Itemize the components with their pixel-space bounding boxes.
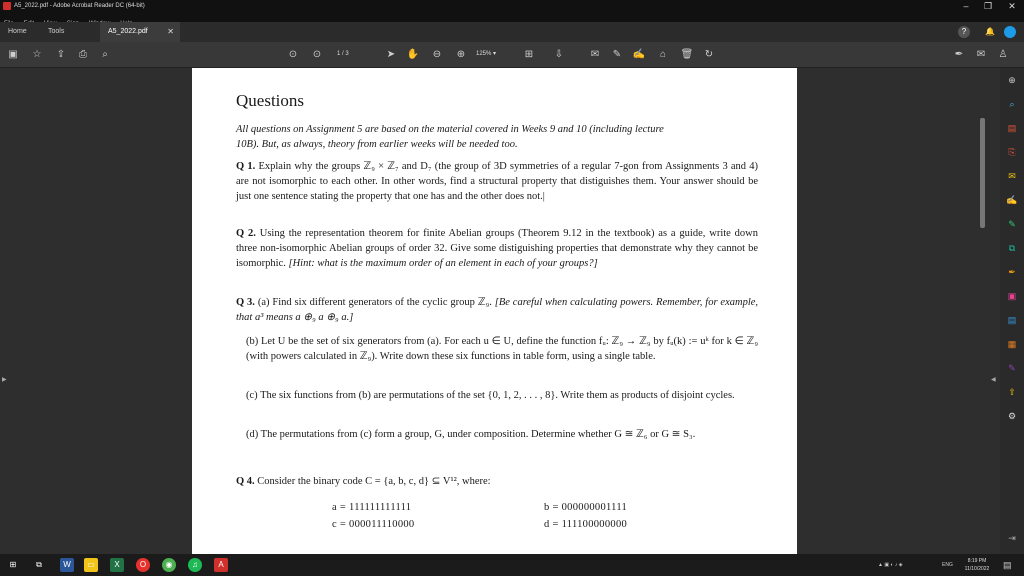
q4-text: Consider the binary code C = {a, b, c, d} ⊆ V¹², where: [257, 476, 491, 487]
q4-label: Q 4. [236, 476, 255, 487]
question-2 [236, 226, 758, 271]
more-tools-icon[interactable]: ⚙ [1007, 411, 1017, 421]
collapse-panel-icon[interactable]: ⇥ [1008, 533, 1016, 543]
prepare-form-icon[interactable]: ✎ [1008, 363, 1016, 373]
excel-app-icon[interactable]: X [110, 558, 124, 572]
chrome-browser-icon[interactable]: ◉ [162, 558, 176, 572]
codeword-d: d = 111100000000 [544, 519, 628, 530]
save-icon[interactable]: ▣ [8, 49, 18, 60]
zoom-value[interactable]: 125% [476, 51, 492, 57]
tab-home[interactable]: Home [8, 28, 27, 35]
sign-icon[interactable]: ✒ [954, 49, 964, 60]
page-current[interactable]: 1 [337, 51, 341, 57]
vertical-scrollbar[interactable] [980, 118, 985, 228]
tab-bar [0, 22, 1024, 42]
q3a-hint: [Be careful when calculating powers. Remember, for example, that a³ means a ⊕₉ a ⊕₉ a.] [236, 297, 759, 323]
delete-icon[interactable]: 🗑 [680, 49, 694, 60]
clock-time: 8:19 PM [967, 558, 987, 564]
tray-icons[interactable]: ▲ ▣ ◐ ♪ ◈ [878, 562, 903, 568]
maximize-icon[interactable]: ❐ [983, 1, 993, 11]
q3a-text: (a) Find six different generators of the cyclic group ℤ₉. [257, 297, 492, 308]
spotify-app-icon[interactable]: ♫ [188, 558, 202, 572]
page-total: / 3 [342, 51, 349, 57]
next-page-icon[interactable]: ⊙ [312, 49, 322, 60]
codeword-c: c = 000011110000 [332, 519, 415, 530]
search-icon[interactable]: ⌕ [102, 49, 108, 60]
edit-pdf-icon[interactable]: ✎ [1008, 219, 1016, 229]
title-bar [0, 0, 1024, 12]
document-viewer[interactable] [0, 68, 1000, 554]
codeword-b: b = 000000001111 [544, 502, 628, 513]
q2-label: Q 2. [236, 228, 256, 239]
q2-text: Using the representation theorem for finite Abelian groups (Theorem 9.12 in the textbook) as a guide, write down three non-isomorphic Abelian groups of order 32. Give some distiguishing properties that demonstrate why they cannot be isomorphic. [236, 228, 758, 269]
left-panel-toggle-icon[interactable]: ▶ [2, 377, 7, 383]
q1-text: Explain why the groups ℤ₉ × ℤ₇ and D₇ (the group of 3D symmetries of a regular 7-gon from Assignments 3 and 4) are not isomorphic to each other. In other words, find a structural property that distiguishes them. Your answer should be just one sentence stating the property that one has and the other does not.| [236, 161, 758, 202]
comment-icon[interactable]: ✉ [590, 49, 600, 60]
right-panel-toggle-icon[interactable]: ◀ [991, 377, 996, 383]
opera-browser-icon[interactable]: O [136, 558, 150, 572]
acrobat-taskbar-icon[interactable]: A [214, 558, 228, 572]
word-app-icon[interactable]: W [60, 558, 74, 572]
action-center-icon[interactable]: ▤ [1003, 560, 1012, 570]
send-for-comments-icon[interactable]: ⇧ [1008, 387, 1016, 397]
page-heading: Questions [236, 91, 304, 110]
acrobat-app-icon [3, 2, 11, 10]
question-4 [236, 474, 758, 489]
clock-date: 11/10/2022 [964, 566, 990, 572]
clock[interactable] [961, 557, 993, 573]
stamp-icon[interactable]: ⌂ [659, 49, 667, 60]
question-3b: (b) Let U be the set of six generators from (a). For each u ∈ U, define the function fᵤ: ℤ₉ → ℤ₉ by fᵤ(k) := uᵏ for k ∈ ℤ₉ (with powers calculated in ℤ₉). Write down these six functions in table form, using a single table. [246, 336, 758, 362]
question-1 [236, 159, 758, 204]
bookmark-star-icon[interactable]: ☆ [32, 49, 42, 60]
tab-document-label: A5_2022.pdf [108, 28, 148, 35]
export-pdf-icon[interactable]: ⎘ [1008, 147, 1016, 157]
request-signature-icon[interactable]: ✒ [1008, 267, 1016, 277]
previous-page-icon[interactable]: ⊙ [288, 49, 298, 60]
select-cursor-icon[interactable]: ➤ [386, 49, 396, 60]
tab-document[interactable] [100, 22, 180, 42]
taskbar [0, 554, 1024, 576]
q2-hint: [Hint: what is the maximum order of an element in each of your groups?] [288, 258, 598, 269]
comment-tool-icon[interactable]: ✉ [1008, 171, 1016, 181]
compress-pdf-icon[interactable]: ▣ [1007, 291, 1017, 301]
window-title: A5_2022.pdf - Adobe Acrobat Reader DC (64-bit) [14, 3, 145, 9]
pdf-page [192, 68, 797, 554]
user-add-icon[interactable]: ♙ [998, 49, 1008, 60]
organize-pages-icon[interactable]: ▤ [1007, 123, 1017, 133]
intro-text [236, 122, 758, 152]
tab-tools[interactable]: Tools [48, 28, 65, 35]
intro-line-1: All questions on Assignment 5 are based on the material covered in Weeks 9 and 10 (including lecture [236, 124, 664, 135]
minimize-icon[interactable]: – [963, 1, 969, 11]
scan-ocr-icon[interactable]: ▦ [1007, 339, 1017, 349]
zoom-tool-icon[interactable]: ⊕ [1008, 75, 1016, 85]
search-pdf-icon[interactable]: ⌕ [1009, 99, 1015, 109]
zoom-select[interactable]: 125% ▾ [476, 51, 497, 57]
page-indicator[interactable] [337, 48, 369, 60]
close-tab-icon[interactable]: ✕ [167, 27, 174, 36]
start-windows-icon[interactable]: ⊞ [6, 558, 20, 572]
q1-label: Q 1. [236, 161, 256, 172]
rotate-icon[interactable]: ↻ [704, 49, 714, 60]
close-window-icon[interactable]: ✕ [1008, 1, 1016, 11]
zoom-in-icon[interactable]: ⊕ [456, 49, 466, 60]
language-indicator[interactable]: ENG [942, 562, 953, 568]
question-3d: (d) The permutations from (c) form a group, G, under composition. Determine whether G ≅ ℤ₆ or G ≅ S₃. [246, 429, 696, 440]
fit-page-icon[interactable]: ⊞ [524, 49, 534, 60]
fill-sign-icon[interactable]: ✍ [1006, 195, 1018, 205]
scroll-mode-icon[interactable]: ⇩ [554, 49, 564, 60]
q3-label: Q 3. [236, 297, 255, 308]
intro-line-2: 10B). But, as always, theory from earlier weeks will be needed too. [236, 139, 518, 150]
print-icon[interactable]: ⎙ [79, 49, 87, 60]
question-3c: (c) The six functions from (b) are permutations of the set {0, 1, 2, . . . , 8}. Write them as products of disjoint cycles. [246, 390, 735, 401]
hand-tool-icon[interactable]: ✋ [406, 49, 420, 60]
menu-bar [0, 12, 1024, 22]
share-icon[interactable]: ⇪ [56, 49, 66, 60]
zoom-out-icon[interactable]: ⊖ [432, 49, 442, 60]
user-avatar[interactable] [1004, 26, 1016, 38]
help-icon[interactable]: ? [958, 26, 970, 38]
notification-bell-icon[interactable]: 🔔 [985, 27, 995, 36]
codeword-a: a = 111111111111 [332, 502, 412, 513]
question-3 [236, 295, 758, 325]
task-view-icon[interactable]: ⧉ [36, 560, 42, 569]
combine-files-icon[interactable]: ⧉ [1008, 243, 1016, 253]
protect-icon[interactable]: ▤ [1007, 315, 1017, 325]
email-icon[interactable]: ✉ [976, 49, 986, 60]
tools-panel [1000, 68, 1024, 554]
draw-icon[interactable]: ✍ [632, 49, 646, 60]
highlight-pen-icon[interactable]: ✎ [612, 49, 622, 60]
file-explorer-icon[interactable]: ▭ [84, 558, 98, 572]
